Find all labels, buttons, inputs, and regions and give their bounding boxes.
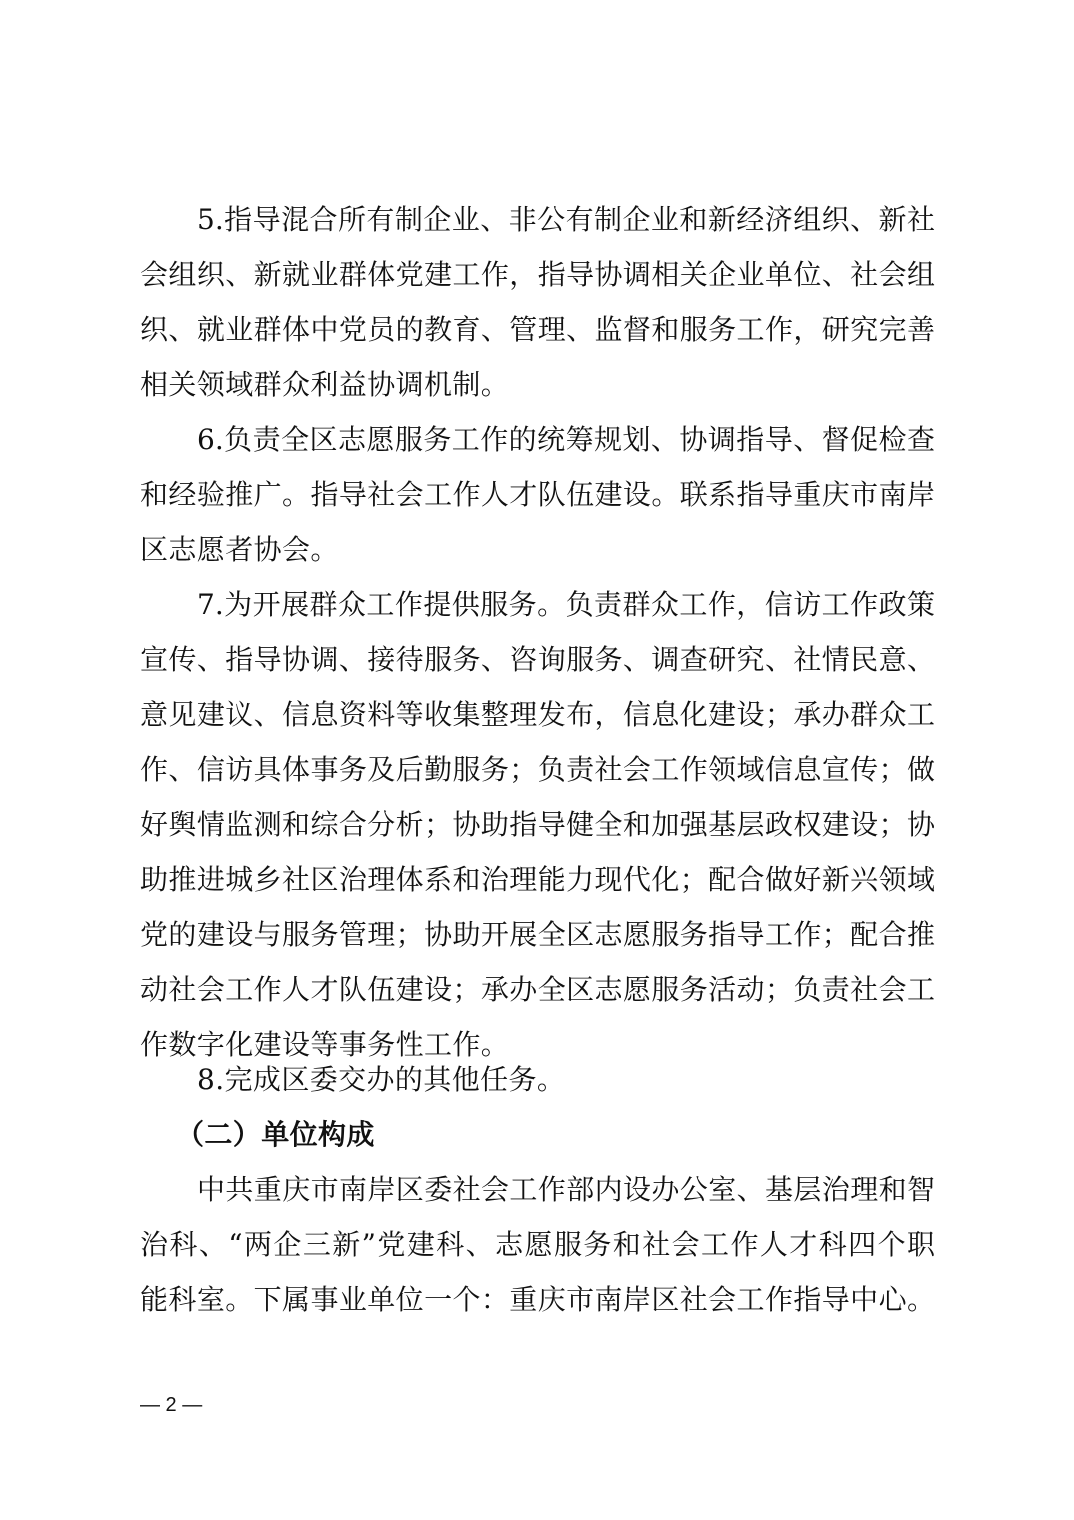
paragraph-7-line: 7.为开展群众工作提供服务。负责群众工作，信访工作政策 (197, 588, 935, 621)
paragraph-7-line: 好舆情监测和综合分析；协助指导健全和加强基层政权建设；协 (140, 808, 935, 841)
paragraph-6-line: 区志愿者协会。 (140, 533, 339, 566)
paragraph-7-line: 作数字化建设等事务性工作。 (140, 1028, 510, 1061)
paragraph-7-line: 意见建议、信息资料等收集整理发布，信息化建设；承办群众工 (140, 698, 935, 731)
unit-composition-line: 治科、“两企三新”党建科、志愿服务和社会工作人才科四个职 (140, 1228, 935, 1261)
paragraph-5-line: 织、就业群体中党员的教育、管理、监督和服务工作，研究完善 (140, 313, 935, 346)
paragraph-6-line: 和经验推广。指导社会工作人才队伍建设。联系指导重庆市南岸 (140, 478, 935, 511)
paragraph-6-line: 6.负责全区志愿服务工作的统筹规划、协调指导、督促检查 (197, 423, 935, 456)
paragraph-7-line: 动社会工作人才队伍建设；承办全区志愿服务活动；负责社会工 (140, 973, 935, 1006)
paragraph-5-line: 5.指导混合所有制企业、非公有制企业和新经济组织、新社 (197, 203, 935, 236)
section-heading: （二）单位构成 (176, 1118, 375, 1151)
paragraph-5-line: 会组织、新就业群体党建工作，指导协调相关企业单位、社会组 (140, 258, 935, 291)
paragraph-5-line: 相关领域群众利益协调机制。 (140, 368, 510, 401)
unit-composition-line: 中共重庆市南岸区委社会工作部内设办公室、基层治理和智 (197, 1173, 935, 1206)
paragraph-7-line: 宣传、指导协调、接待服务、咨询服务、调查研究、社情民意、 (140, 643, 935, 676)
paragraph-7-line: 助推进城乡社区治理体系和治理能力现代化；配合做好新兴领域 (140, 863, 935, 896)
page-number: — 2 — (140, 1394, 203, 1416)
paragraph-7-line: 作、信访具体事务及后勤服务；负责社会工作领域信息宣传；做 (140, 753, 935, 786)
unit-composition-line: 能科室。下属事业单位一个：重庆市南岸区社会工作指导中心。 (140, 1283, 935, 1316)
paragraph-7-line: 党的建设与服务管理；协助开展全区志愿服务指导工作；配合推 (140, 918, 935, 951)
paragraph-8-line: 8.完成区委交办的其他任务。 (197, 1063, 566, 1096)
